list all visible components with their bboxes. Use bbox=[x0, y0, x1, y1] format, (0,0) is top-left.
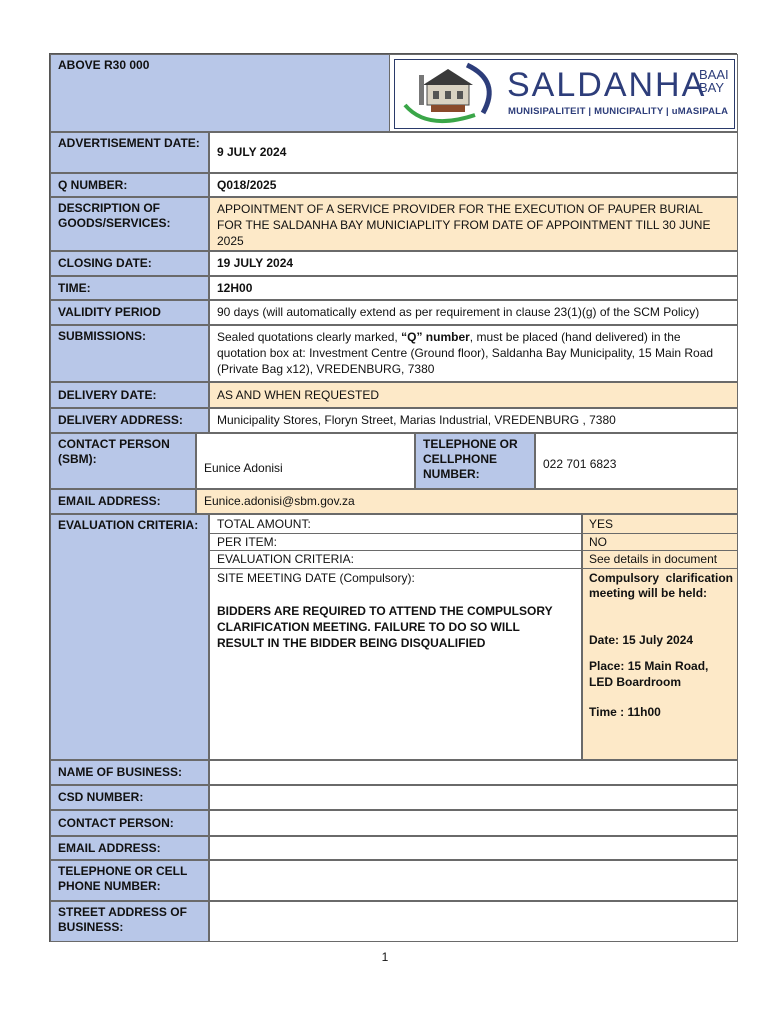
logo-subtitle: MUNISIPALITEIT | MUNICIPALITY | uMASIPALA bbox=[508, 106, 729, 117]
submissions-text-start: Sealed quotations clearly marked, bbox=[217, 330, 402, 344]
telephone-value: 022 701 6823 bbox=[535, 433, 738, 489]
name-of-business-field[interactable] bbox=[209, 760, 738, 785]
q-number-value: Q018/2025 bbox=[209, 173, 738, 197]
contact-person-label: CONTACT PERSON (SBM): bbox=[50, 433, 196, 489]
evaluation-criteria-block bbox=[209, 514, 582, 760]
evaluation-criteria-row-label: EVALUATION CRITERIA: bbox=[217, 552, 354, 566]
eval-divider-3 bbox=[210, 568, 581, 569]
street-address-field[interactable] bbox=[209, 901, 738, 942]
eval-value-divider-2 bbox=[583, 550, 737, 551]
meeting-date: Date: 15 July 2024 bbox=[589, 633, 694, 647]
validity-period-value: 90 days (will automatically extend as per requirement in clause 23(1)(g) of the SCM Policy) bbox=[209, 300, 738, 325]
per-item-value: NO bbox=[589, 535, 607, 549]
submissions-text-end: , must be placed (hand delivered) in the quotation box at: Investment Centre (Ground floor), Saldanha Bay Municipality, 15 Main Road (Private Bag x12), VREDENBURG, 7380 bbox=[217, 330, 714, 376]
house-emblem-icon bbox=[397, 61, 505, 127]
bidders-notice: BIDDERS ARE REQUIRED TO ATTEND THE COMPULSORY CLARIFICATION MEETING. FAILURE TO DO SO WILL RESULT IN THE BIDDER BEING DISQUALIFIED bbox=[217, 604, 553, 650]
email-address-bidder-label: EMAIL ADDRESS: bbox=[50, 836, 209, 860]
submissions-label: SUBMISSIONS: bbox=[50, 325, 209, 382]
telephone-label: TELEPHONE OR CELLPHONE NUMBER: bbox=[415, 433, 535, 489]
email-address-value: Eunice.adonisi@sbm.gov.za bbox=[196, 489, 738, 514]
telephone-bidder-label: TELEPHONE OR CELL PHONE NUMBER: bbox=[50, 860, 209, 901]
total-amount-label: TOTAL AMOUNT: bbox=[217, 517, 311, 531]
delivery-address-value: Municipality Stores, Floryn Street, Marias Industrial, VREDENBURG , 7380 bbox=[209, 408, 738, 433]
logo-frame bbox=[394, 59, 735, 129]
logo-bay-text: BAY bbox=[699, 80, 725, 95]
evaluation-values-block bbox=[582, 514, 738, 760]
logo-baai-text: BAAI bbox=[699, 67, 729, 82]
municipality-logo bbox=[389, 54, 738, 132]
quotation-form bbox=[49, 53, 737, 942]
description-value: APPOINTMENT OF A SERVICE PROVIDER FOR THE EXECUTION OF PAUPER BURIAL FOR THE SALDANHA BAY MUNICIAPLITY FROM DATE OF APPOINTMENT TILL 30 JUNE 2025 bbox=[209, 197, 738, 251]
delivery-address-label: DELIVERY ADDRESS: bbox=[50, 408, 209, 433]
submissions-q-number-emphasis: “Q” number bbox=[401, 330, 470, 344]
site-meeting-label: SITE MEETING DATE (Compulsory): bbox=[217, 571, 415, 585]
meeting-time: Time : 11h00 bbox=[589, 705, 661, 719]
q-number-label: Q NUMBER: bbox=[50, 173, 209, 197]
closing-date-value: 19 JULY 2024 bbox=[209, 251, 738, 276]
email-address-label: EMAIL ADDRESS: bbox=[50, 489, 196, 514]
contact-person-field[interactable] bbox=[209, 810, 738, 836]
evaluation-criteria-value: See details in document bbox=[589, 552, 718, 566]
time-label: TIME: bbox=[50, 276, 209, 300]
logo-bay-mark bbox=[699, 68, 729, 94]
csd-number-field[interactable] bbox=[209, 785, 738, 810]
advertisement-date-value: 9 JULY 2024 bbox=[209, 132, 738, 173]
evaluation-criteria-label: EVALUATION CRITERIA: bbox=[50, 514, 209, 760]
meeting-place: Place: 15 Main Road, LED Boardroom bbox=[589, 659, 709, 689]
time-value: 12H00 bbox=[209, 276, 738, 300]
closing-date-label: CLOSING DATE: bbox=[50, 251, 209, 276]
submissions-value bbox=[209, 325, 738, 382]
meeting-held-notice: Compulsory clarification meeting will be held: bbox=[589, 571, 733, 600]
eval-value-divider-1 bbox=[583, 533, 737, 534]
contact-person-value: Eunice Adonisi bbox=[196, 433, 415, 489]
street-address-label: STREET ADDRESS OF BUSINESS: bbox=[50, 901, 209, 942]
eval-divider-2 bbox=[210, 550, 581, 551]
contact-person-bidder-label: CONTACT PERSON: bbox=[50, 810, 209, 836]
logo-wordmark: SALDANHA bbox=[507, 66, 707, 104]
delivery-date-label: DELIVERY DATE: bbox=[50, 382, 209, 408]
eval-value-divider-3 bbox=[583, 568, 737, 569]
per-item-label: PER ITEM: bbox=[217, 535, 278, 549]
total-amount-value: YES bbox=[589, 517, 614, 531]
delivery-date-value: AS AND WHEN REQUESTED bbox=[209, 382, 738, 408]
telephone-field[interactable] bbox=[209, 860, 738, 901]
validity-period-label: VALIDITY PERIOD bbox=[50, 300, 209, 325]
email-address-field[interactable] bbox=[209, 836, 738, 860]
page-number: 1 bbox=[381, 950, 389, 964]
csd-number-label: CSD NUMBER: bbox=[50, 785, 209, 810]
advertisement-date-label: ADVERTISEMENT DATE: bbox=[50, 132, 209, 173]
eval-divider-1 bbox=[210, 533, 581, 534]
name-of-business-label: NAME OF BUSINESS: bbox=[50, 760, 209, 785]
above-threshold-label: ABOVE R30 000 bbox=[50, 54, 390, 132]
description-label: DESCRIPTION OF GOODS/SERVICES: bbox=[50, 197, 209, 251]
